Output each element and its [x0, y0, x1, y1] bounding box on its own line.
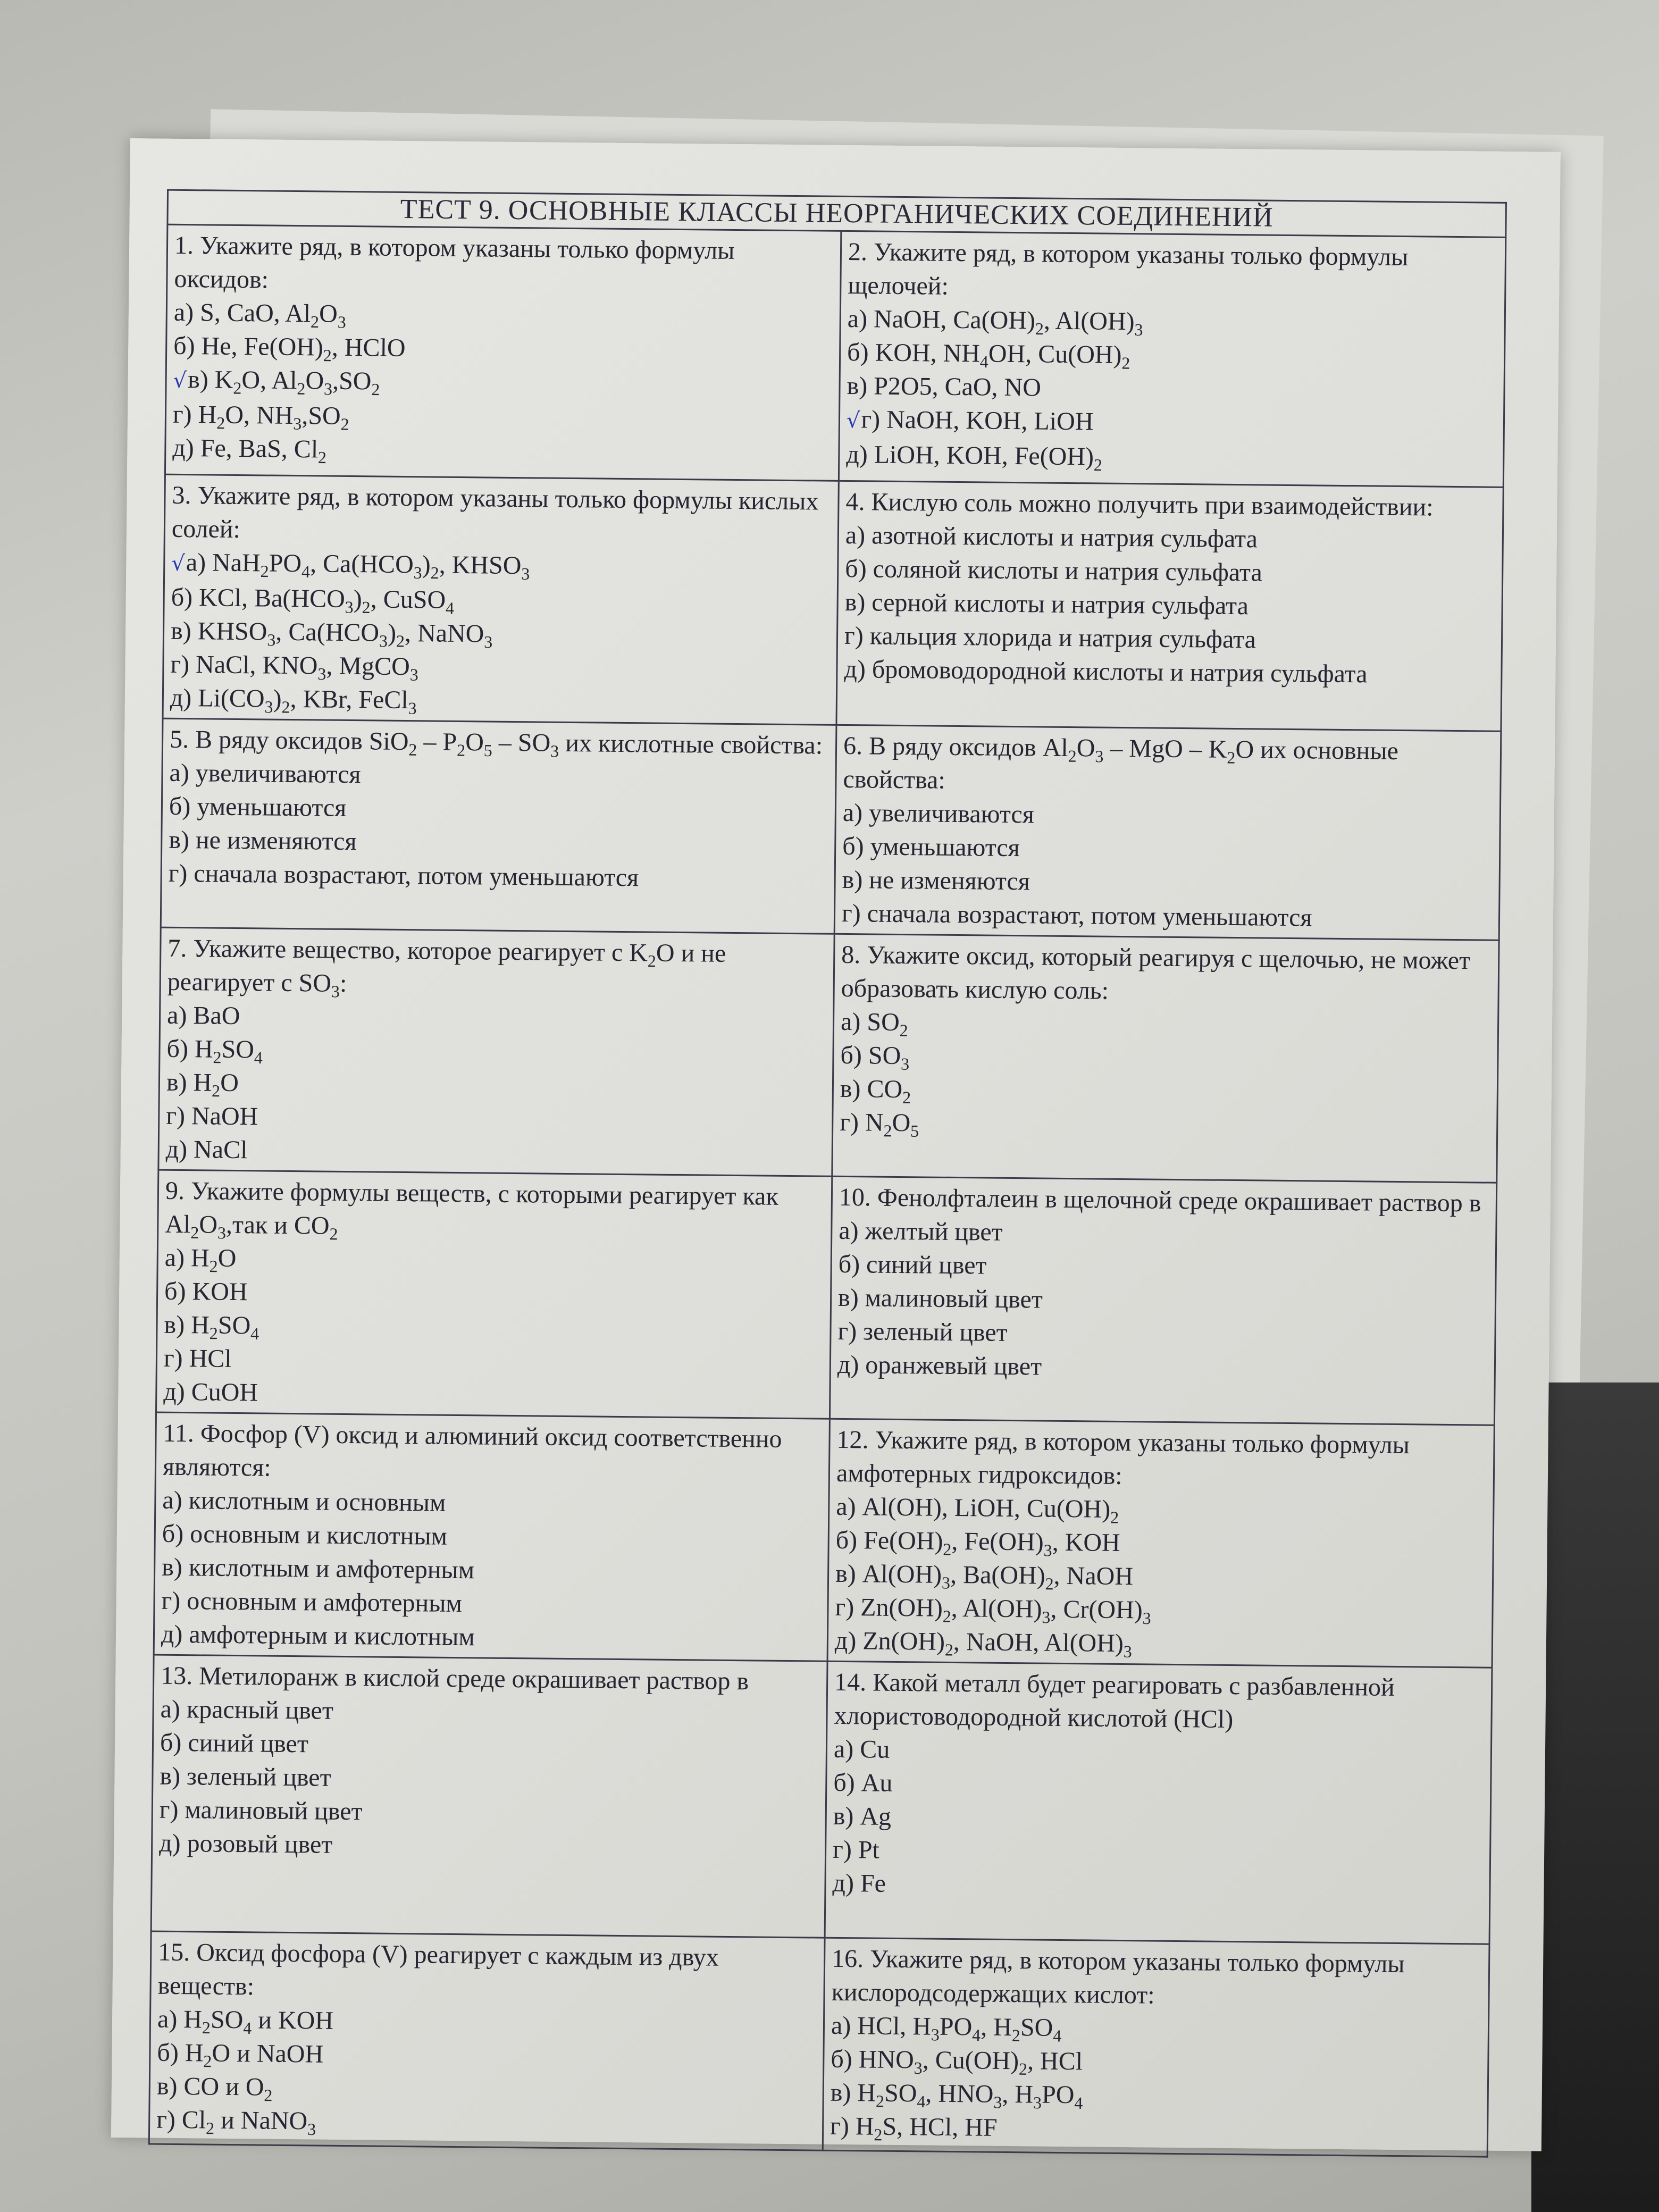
test-document: [148, 189, 1507, 2158]
question-8: 8. Укажите оксид, который реагируя с щелочью, не может образовать кислую соль: а) $SO_2$ б) $SO_3$ в) $CO_2$ г) $N_2O_5$: [832, 934, 1499, 1183]
question-1: 1. Укажите ряд, в котором указаны только формулы оксидов: а) S, CaO, $Al_2O_3$ б) He, $Fe(OH)_2$, HClO √в) $K_2O$, $Al_2O_3,SO_2$ г) $H_2O$, $NH_3,SO_2$ д) Fe, BaS, $Cl_2$: [165, 224, 841, 481]
check-mark-icon: √: [171, 551, 186, 576]
question-10: 10. Фенолфталеин в щелочной среде окрашивает раствор в а) желтый цвет б) синий цвет в) малиновый цвет г) зеленый цвет д) оранжевый цвет: [830, 1176, 1496, 1425]
question-7: 7. Укажите вещество, которое реагирует с $K_2O$ и не реагирует с $SO_3$: а) BaO б) $H_2SO_4$ в) $H_2O$ г) NaOH д) NaCl: [158, 927, 834, 1176]
table-row: [151, 1655, 1492, 1944]
test-title: ТЕСТ 9. ОСНОВНЫЕ КЛАССЫ НЕОРГАНИЧЕСКИХ СОЕДИНЕНИЙ: [166, 189, 1507, 237]
table-row: [149, 1931, 1489, 2157]
questions-table: [148, 224, 1507, 2158]
table-row: [163, 474, 1503, 731]
question-5: 5. В ряду оксидов $SiO_2 - P_2O_5 - SO_3$ их кислотные свойства: а) увеличиваются б) уменьшаются в) не изменяются г) сначала возрастают, потом уменьшаются: [161, 718, 836, 934]
table-row: [156, 1170, 1497, 1425]
table-row: [154, 1412, 1494, 1668]
table-row: [161, 718, 1501, 940]
dark-background-corner: [1531, 1382, 1659, 2212]
question-3: 3. Укажите ряд, в котором указаны только формулы кислых солей: √а) $NaH_2PO_4$, $Ca(HCO_3)_2$, $KHSO_3$ б) KCl, $Ba(HCO_3)_2$, CuSO$_4$ в) $KHSO_3$, $Ca(HCO_3)_2$, NaNO$_3$ г) NaCl, $KNO_3$, MgCO$_3$ д) $Li(CO_3)_2$, KBr, FeCl$_3$: [163, 474, 839, 725]
question-14: 14. Какой металл будет реагировать с разбавленной хлористоводородной кислотой (HCl) а) Cu б) Au в) Ag г) Pt д) Fe: [825, 1661, 1492, 1944]
check-mark-icon: √: [846, 408, 860, 433]
paper-sheet: [111, 138, 1561, 2151]
question-6: 6. В ряду оксидов $Al_2O_3$ – MgO – $K_2O$ их основные свойства: а) увеличиваются б) уменьшаются в) не изменяются г) сначала возрастают, потом уменьшаются: [834, 725, 1501, 940]
question-13: 13. Метилоранж в кислой среде окрашивает раствор в а) красный цвет б) синий цвет в) зеленый цвет г) малиновый цвет д) розовый цвет: [151, 1655, 827, 1938]
question-4: 4. Кислую соль можно получить при взаимодействии: а) азотной кислоты и натрия сульфата б) соляной кислоты и натрия сульфата в) серной кислоты и натрия сульфата г) кальция хлорида и натрия сульфата д) бромоводородной кислоты и натрия сульфата: [836, 481, 1503, 731]
check-mark-icon: √: [173, 368, 187, 393]
question-2: 2. Укажите ряд, в котором указаны только формулы щелочей: а) NaOH, $Ca(OH)_2$, $Al(OH)_3$ б) KOH, $NH_4OH$, $Cu(OH)_2$ в) P2O5, CaO, NO √г) NaOH, KOH, LiOH д) LiOH, KOH, $Fe(OH)_2$: [839, 231, 1505, 487]
question-15: 15. Оксид фосфора (V) реагирует с каждым из двух веществ: а) $H_2SO_4$ и KOH б) $H_2O$ и NaOH в) CO и $O_2$ г) $Cl_2$ и NaNO$_3$: [149, 1931, 825, 2150]
question-11: 11. Фосфор (V) оксид и алюминий оксид соответственно являются: а) кислотным и основным б) основным и кислотным в) кислотным и амфотерным г) основным и амфотерным д) амфотерным и кислотным: [154, 1412, 830, 1661]
table-row: [158, 927, 1499, 1183]
table-row: [165, 224, 1505, 487]
question-16: 16. Укажите ряд, в котором указаны только формулы кислородсодержащих кислот: а) HCl, $H_3PO_4$, $H_2SO_4$ б) $HNO_3$, $Cu(OH)_2$, HCl в) $H_2SO_4$, $HNO_3$, $H_3PO_4$ г) $H_2S$, HCl, HF: [823, 1938, 1489, 2157]
question-12: 12. Укажите ряд, в котором указаны только формулы амфотерных гидроксидов: а) Al(OH), LiOH, $Cu(OH)_2$ б) $Fe(OH)_2$, $Fe(OH)_3$, KOH в) $Al(OH)_3$, $Ba(OH)_2$, NaOH г) $Zn(OH)_2$, $Al(OH)_3$, $Cr(OH)_3$ д) $Zn(OH)_2$, NaOH, $Al(OH)_3$: [827, 1419, 1494, 1668]
question-9: 9. Укажите формулы веществ, с которыми реагирует как $Al_2O_3,так$ и $CO_2$ а) $H_2O$ б) KOH в) $H_2SO_4$ г) HCl д) CuOH: [156, 1170, 832, 1419]
